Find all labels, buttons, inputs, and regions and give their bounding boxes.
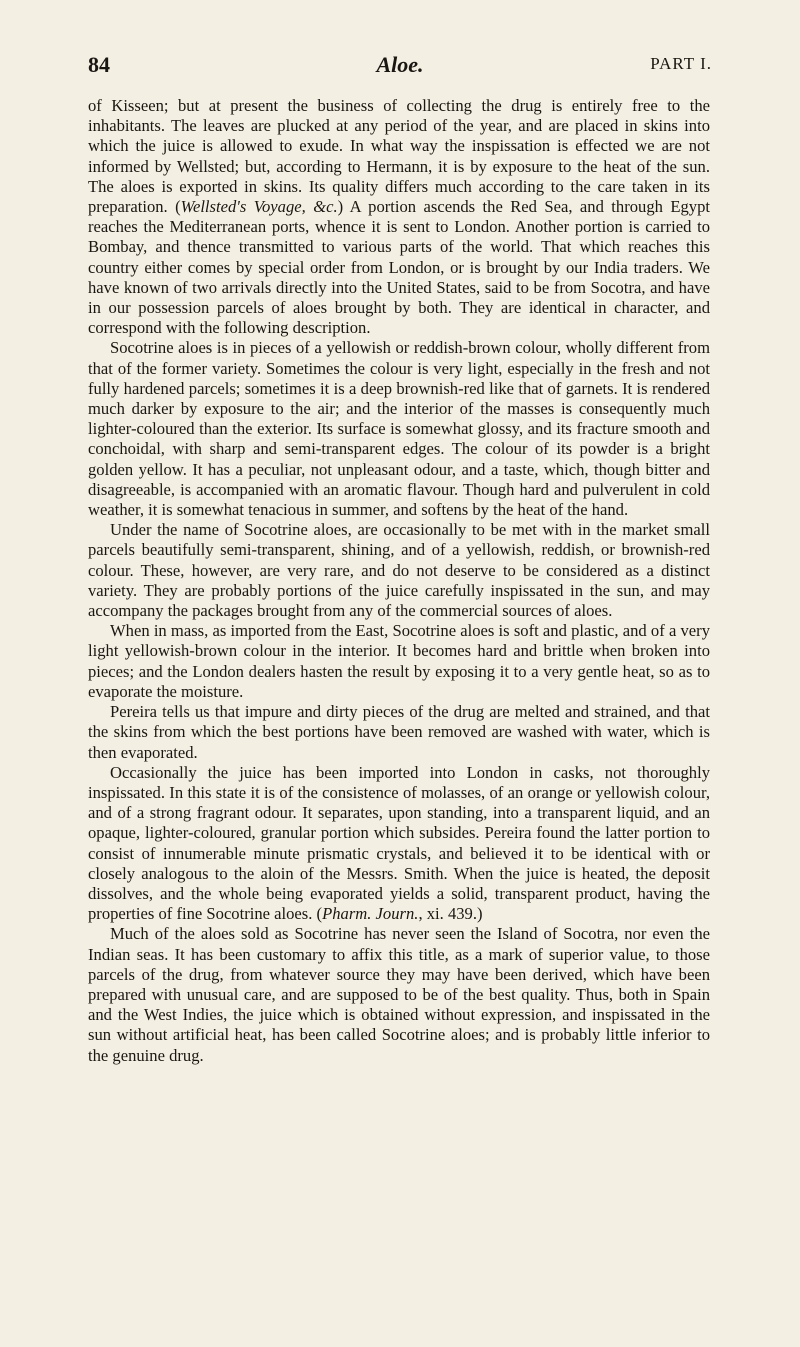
part-label: PART I.: [650, 54, 712, 73]
page-number: 84: [88, 52, 110, 77]
text-segment: Much of the aloes sold as Socotrine has never seen the Island of Socotra, nor even the Indian seas. It has been customary to affix this title, as a mark of superior value, to those parcels of the drug, from whatever source they may have been derived, which have been prepared with unusual care, and are supposed to be of the best quality. Thus, both in Spain and the West Indies, the juice which is obtained without expression, and inspissated in the sun without artificial heat, has been called Socotrine aloes; and is probably little inferior to the genuine drug.: [88, 924, 710, 1065]
text-segment: When in mass, as imported from the East, Socotrine aloes is soft and plastic, and of a very light yellowish-brown colour in the interior. It becomes hard and brittle when broken into pieces; and the London dealers hasten the result by exposing it to a very gentle heat, so as to evaporate the moisture.: [88, 621, 710, 701]
text-segment: , xi. 439.): [418, 904, 483, 924]
text-segment: of Kisseen; but at present the business of collecting the drug is entirely free to the inhabitants. The leaves are plucked at any period of the year, and are placed in skins into which the juice is allowed to exude. In what way the inspissation is effected we are not informed by Wellsted; but, according to Hermann, it is by exposure to the heat of the sun. The aloes is exported in skins. Its quality differs much according to the care taken in its preparation. (: [88, 96, 710, 217]
citation-pharm-journ: Pharm. Journ.: [322, 904, 419, 924]
paragraph-3: [88, 520, 710, 621]
paragraph-1: [88, 96, 710, 338]
citation-wellsted: Wellsted's Voyage, &c.: [180, 197, 338, 217]
text-segment: Socotrine aloes is in pieces of a yellowish or reddish-brown colour, wholly different from that of the former variety. Sometimes the colour is very light, especially in the fresh and not fully hardened parcels; sometimes it is a deep brownish-red like that of garnets. It is rendered much darker by exposure to the air; and the interior of the masses is consequently much lighter-coloured than the exterior. Its surface is somewhat glossy, and its fracture smooth and conchoidal, with sharp and semi-transparent edges. The colour of its powder is a bright golden yellow. It has a peculiar, not unpleasant odour, and a taste, which, though bitter and disagreeable, is accompanied with an aromatic flavour. Though hard and pulverulent in cold weather, it is somewhat tenacious in summer, and softens by the heat of the hand.: [88, 338, 710, 520]
text-segment: Occasionally the juice has been imported into London in casks, not thoroughly inspissated. In this state it is of the consistence of molasses, of an orange or yellowish colour, and of a strong fragrant odour. It separates, upon standing, into a transparent liquid, and an opaque, lighter-coloured, granular portion which subsides. Pereira found the latter portion to consist of innumerable minute prismatic crystals, and believed it to be identical with or closely analogous to the aloin of the Messrs. Smith. When the juice is heated, the deposit dissolves, and the whole being evaporated yields a solid, transparent product, having the properties of fine Socotrine aloes. (: [88, 762, 710, 924]
running-title: Aloe.: [376, 52, 424, 77]
paragraph-4: [88, 621, 710, 702]
paragraph-5: [88, 702, 710, 763]
paragraph-2: [88, 338, 710, 520]
paragraph-6: [88, 763, 710, 925]
text-segment: ) A portion ascends the Red Sea, and through Egypt reaches the Mediterranean ports, whence it is sent to London. Another portion is carried to Bombay, and thence transmitted to various parts of the world. That which reaches this country either comes by special order from London, or is brought by our India traders. We have known of two arrivals directly into the United States, said to be from Socotra, and have in our possession parcels of aloes brought by both. They are identical in character, and correspond with the following description.: [88, 197, 710, 338]
text-segment: Under the name of Socotrine aloes, are occasionally to be met with in the market small parcels beautifully semi-transparent, shining, and of a yellowish, reddish, or brownish-red colour. These, however, are very rare, and do not deserve to be considered as a distinct variety. They are probably portions of the juice carefully inspissated in the sun, and may accompany the packages brought from any of the commercial sources of aloes.: [88, 520, 710, 621]
running-head: [88, 52, 712, 82]
paragraph-7: [88, 924, 710, 1065]
text-segment: Pereira tells us that impure and dirty pieces of the drug are melted and strained, and that the skins from which the best portions have been removed are washed with water, which is then evaporated.: [88, 702, 710, 762]
body-text: [88, 96, 710, 1066]
